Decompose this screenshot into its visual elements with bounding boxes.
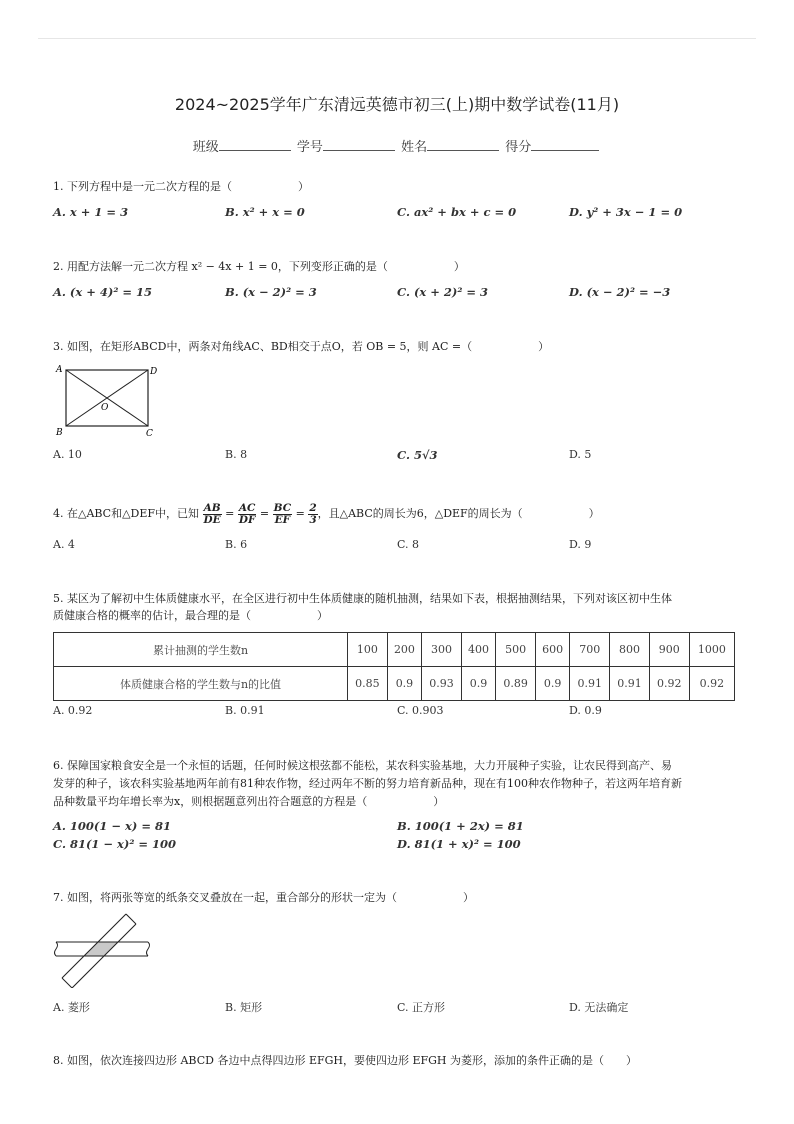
field-id-blank[interactable] — [323, 139, 395, 151]
center-o-label: O — [101, 403, 109, 413]
vertex-d-label: D — [150, 367, 158, 377]
header-divider — [38, 38, 756, 39]
table-cell: 0.9 — [536, 667, 570, 701]
table-header-cell: 体质健康合格的学生数与n的比值 — [54, 667, 348, 701]
q1-option-d[interactable]: D. y² + 3x − 1 = 0 — [569, 205, 683, 219]
q1-option-c[interactable]: C. ax² + bx + c = 0 — [397, 205, 517, 219]
question-1-stem: 1. 下列方程中是一元二次方程的是（ ） — [53, 180, 309, 193]
vertex-a-label: A — [56, 365, 63, 375]
table-cell: 400 — [461, 633, 495, 667]
field-score-blank[interactable] — [531, 139, 599, 151]
q4-option-a[interactable]: A. 4 — [53, 538, 75, 551]
field-class-label: 班级 — [192, 140, 219, 155]
question-5-stem-line2: 质健康合格的概率的估计，最合理的是（ ） — [53, 609, 328, 622]
table-cell: 0.92 — [649, 667, 689, 701]
table-cell: 700 — [570, 633, 610, 667]
q7-option-b[interactable]: B. 矩形 — [225, 1001, 263, 1014]
question-4-stem: 4. 在△ABC和△DEF中，已知 $\frac{AB}{DE}$ = $\frac{AC}{DF}$ = $\frac{BC}{EF}$ = $\frac{2}{3}$ ，且△ABC的周长为6，△DEF的周长为（ ） — [53, 501, 600, 526]
table-header-cell: 累计抽测的学生数n — [54, 633, 348, 667]
table-cell: 900 — [649, 633, 689, 667]
table-cell: 1000 — [689, 633, 734, 667]
table-cell: 500 — [496, 633, 536, 667]
question-2-stem: 2. 用配方法解一元二次方程 x² − 4x + 1 = 0，下列变形正确的是（ ） — [53, 260, 465, 273]
q2-option-d[interactable]: D. (x − 2)² = −3 — [569, 285, 671, 299]
q7-option-d[interactable]: D. 无法确定 — [569, 1001, 629, 1014]
question-5-stem-line1: 5. 某区为了解初中生体质健康水平，在全区进行初中生体质健康的随机抽测，结果如下表，根据抽测结果，下列对该区初中生体 — [53, 592, 672, 605]
q4-stem-post: ，且△ABC的周长为6，△DEF的周长为（ ） — [317, 507, 600, 520]
fraction-bc-ef: $\frac{BC}{EF}$ — [273, 501, 292, 526]
table-cell: 100 — [348, 633, 388, 667]
field-score-label: 得分 — [505, 140, 532, 155]
q1-option-b[interactable]: B. x² + x = 0 — [225, 205, 305, 219]
fraction-ac-df: $\frac{AC}{DF}$ — [238, 501, 256, 526]
q2-option-c[interactable]: C. (x + 2)² = 3 — [397, 285, 489, 299]
rectangle-figure — [52, 362, 162, 438]
question-3-stem: 3. 如图，在矩形ABCD中，两条对角线AC、BD相交于点O，若 OB = 5，则 AC =（ ） — [53, 340, 550, 353]
question-6-stem-line2: 发芽的种子，该农科实验基地两年前有81种农作物，经过两年不断的努力培育新品种，现在有100种农作物种子，若这两年培育新 — [53, 777, 682, 790]
table-cell: 0.91 — [610, 667, 650, 701]
student-info-fields — [0, 136, 794, 155]
table-row — [54, 633, 735, 667]
q2-option-b[interactable]: B. (x − 2)² = 3 — [225, 285, 317, 299]
table-cell: 0.93 — [422, 667, 462, 701]
q6-option-d[interactable]: D. 81(1 + x)² = 100 — [397, 837, 521, 851]
q6-option-b[interactable]: B. 100(1 + 2x) = 81 — [397, 819, 524, 833]
table-cell: 600 — [536, 633, 570, 667]
q4-option-d[interactable]: D. 9 — [569, 538, 592, 551]
vertex-c-label: C — [146, 429, 153, 438]
table-cell: 0.89 — [496, 667, 536, 701]
table-cell: 300 — [422, 633, 462, 667]
field-class-blank[interactable] — [219, 139, 291, 151]
table-cell: 0.9 — [461, 667, 495, 701]
q3-option-b[interactable]: B. 8 — [225, 448, 248, 461]
vertex-b-label: B — [56, 428, 63, 438]
q1-option-a[interactable]: A. x + 1 = 3 — [53, 205, 129, 219]
field-name-label: 姓名 — [401, 140, 428, 155]
q4-option-c[interactable]: C. 8 — [397, 538, 420, 551]
q6-option-c[interactable]: C. 81(1 − x)² = 100 — [53, 837, 177, 851]
sampling-table — [53, 632, 735, 701]
question-8-stem: 8. 如图，依次连接四边形 ABCD 各边中点得四边形 EFGH，要使四边形 EFGH 为菱形，添加的条件正确的是（ ） — [53, 1054, 638, 1067]
q2-option-a[interactable]: A. (x + 4)² = 15 — [53, 285, 152, 299]
q5-option-b[interactable]: B. 0.91 — [225, 704, 265, 717]
fraction-two-thirds: $\frac{2}{3}$ — [309, 501, 317, 526]
q5-option-a[interactable]: A. 0.92 — [53, 704, 93, 717]
q7-option-c[interactable]: C. 正方形 — [397, 1001, 446, 1014]
question-7-stem: 7. 如图，将两张等宽的纸条交叉叠放在一起，重合部分的形状一定为（ ） — [53, 891, 474, 904]
field-name-blank[interactable] — [427, 139, 499, 151]
q7-option-a[interactable]: A. 菱形 — [53, 1001, 90, 1014]
table-row — [54, 667, 735, 701]
q4-option-b[interactable]: B. 6 — [225, 538, 248, 551]
table-cell: 0.91 — [570, 667, 610, 701]
table-cell: 200 — [387, 633, 421, 667]
crossed-strips-figure — [50, 912, 154, 988]
page-title: 2024~2025学年广东清远英德市初三(上)期中数学试卷(11月) — [174, 95, 620, 114]
question-6-stem-line3: 品种数量平均年增长率为x，则根据题意列出符合题意的方程是（ ） — [53, 795, 445, 808]
field-id-label: 学号 — [296, 140, 323, 155]
table-cell: 0.85 — [348, 667, 388, 701]
table-cell: 0.9 — [387, 667, 421, 701]
fraction-ab-de: $\frac{AB}{DE}$ — [203, 501, 221, 526]
q6-option-a[interactable]: A. 100(1 − x) = 81 — [53, 819, 171, 833]
q5-option-d[interactable]: D. 0.9 — [569, 704, 602, 717]
q3-option-c[interactable]: C. 5√3 — [397, 448, 438, 462]
q4-stem-pre: 4. 在△ABC和△DEF中，已知 — [53, 507, 200, 520]
q3-option-d[interactable]: D. 5 — [569, 448, 592, 461]
table-cell: 800 — [610, 633, 650, 667]
q5-option-c[interactable]: C. 0.903 — [397, 704, 444, 717]
table-cell: 0.92 — [689, 667, 734, 701]
question-6-stem-line1: 6. 保障国家粮食安全是一个永恒的话题，任何时候这根弦都不能松，某农科实验基地，大力开展种子实验，让农民得到高产、易 — [53, 759, 672, 772]
q3-option-a[interactable]: A. 10 — [53, 448, 82, 461]
